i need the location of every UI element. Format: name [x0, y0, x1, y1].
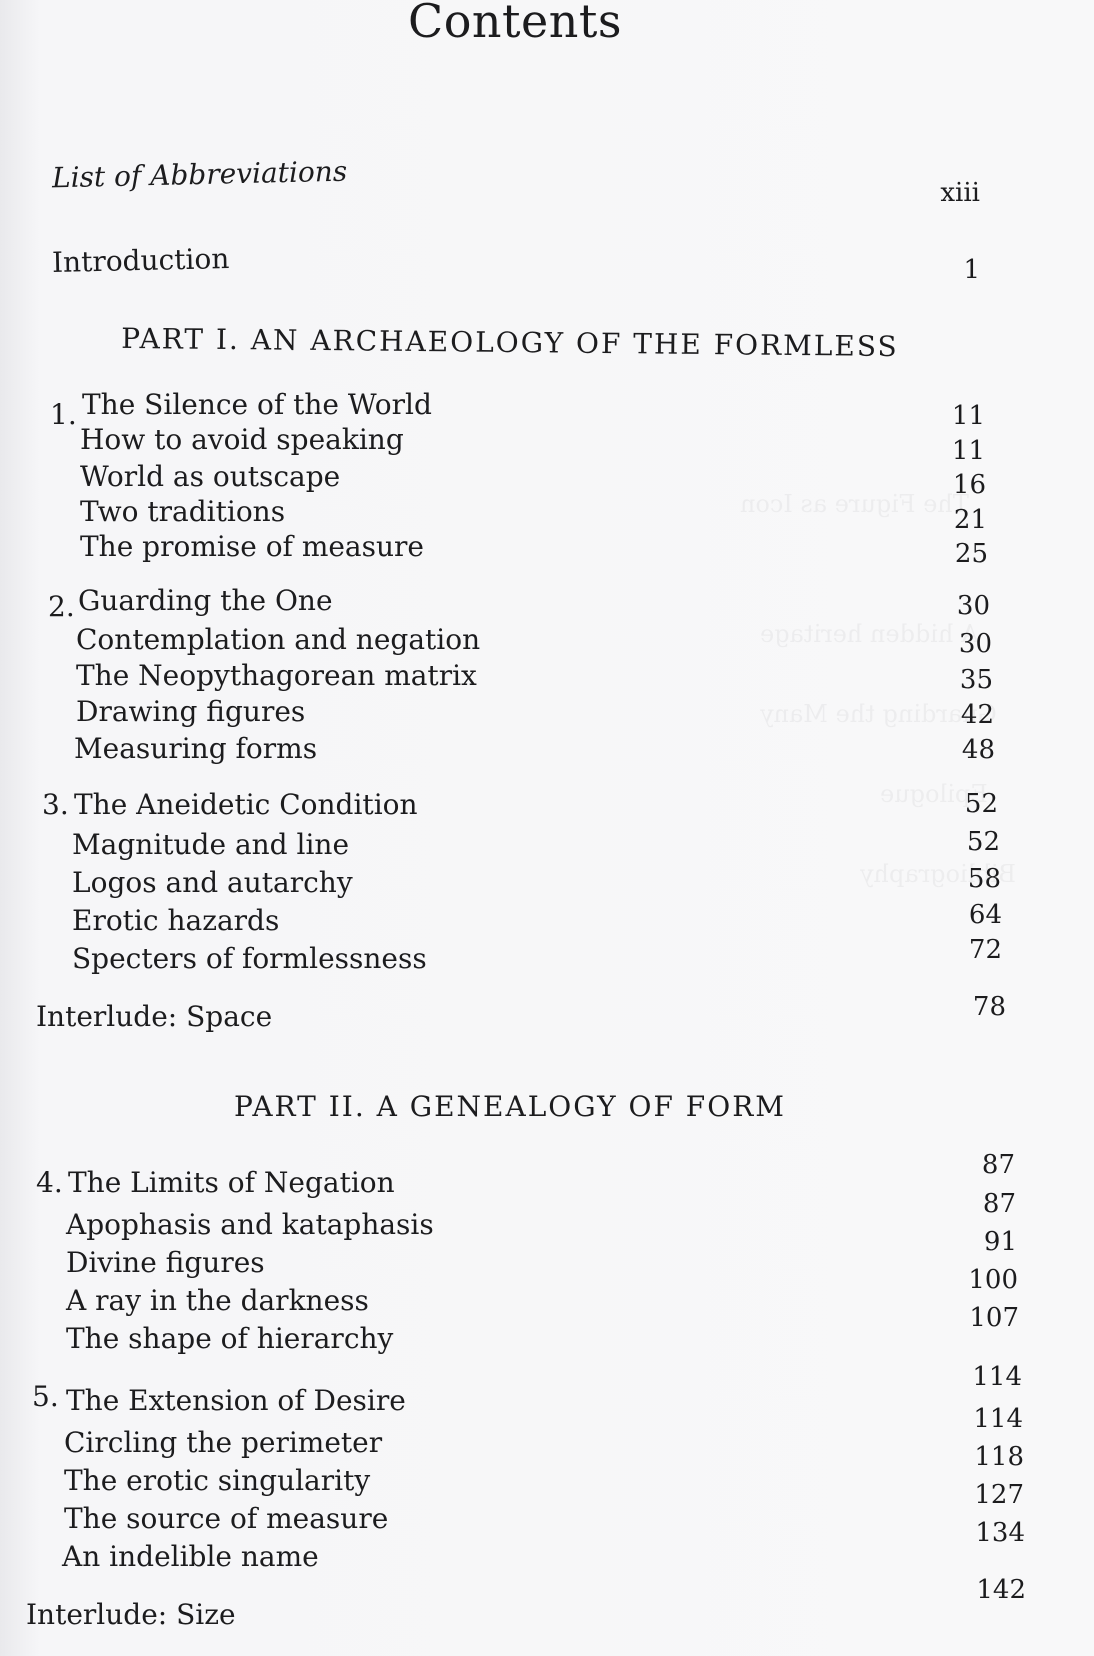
chapter-number: 2. [48, 590, 75, 623]
part-heading: PART I. AN ARCHAEOLOGY OF THE FORMLESS [121, 321, 899, 364]
chapter-page: 30 [956, 591, 990, 621]
section-title: Two traditions [80, 495, 286, 528]
section-title: Measuring forms [74, 732, 318, 765]
section-page: 118 [974, 1442, 1024, 1472]
section-page: 35 [959, 665, 993, 695]
toc-entry-introduction: Introduction [51, 241, 230, 280]
chapter-page: 52 [964, 789, 998, 819]
chapter-title: The Extension of Desire [66, 1384, 406, 1417]
section-title: The Neopythagorean matrix [76, 659, 477, 692]
section-title: The promise of measure [80, 530, 424, 563]
section-title: A ray in the darkness [66, 1284, 369, 1317]
section-title: Circling the perimeter [64, 1426, 383, 1459]
section-page: 21 [953, 505, 987, 535]
section-page: 25 [954, 539, 988, 569]
section-title: The shape of hierarchy [66, 1322, 394, 1355]
section-page: 64 [968, 900, 1002, 930]
toc-page-introduction: 1 [963, 255, 980, 285]
section-title: World as outscape [80, 460, 341, 493]
part-heading: PART II. A GENEALOGY OF FORM [234, 1090, 786, 1123]
chapter-title: The Silence of the World [82, 388, 432, 421]
chapter-title: The Aneidetic Condition [74, 788, 418, 821]
section-title: Magnitude and line [72, 828, 350, 861]
section-title: Apophasis and kataphasis [66, 1208, 434, 1241]
page-title: Contents [408, 0, 622, 48]
interlude-title: Interlude: Size [26, 1598, 236, 1631]
section-page: 91 [983, 1227, 1017, 1257]
section-page: 127 [974, 1480, 1024, 1510]
section-page: 30 [958, 629, 992, 659]
section-title: The erotic singularity [64, 1464, 371, 1497]
section-title: Contemplation and negation [76, 623, 481, 656]
section-title: An indelible name [62, 1540, 319, 1573]
chapter-title: The Limits of Negation [68, 1166, 395, 1199]
chapter-title: Guarding the One [78, 584, 333, 617]
section-page: 52 [966, 827, 1000, 857]
section-page: 72 [968, 935, 1002, 965]
section-page: 87 [982, 1189, 1016, 1219]
toc-page-abbreviations: xiii [940, 178, 980, 208]
interlude-page: 78 [972, 992, 1006, 1022]
interlude-title: Interlude: Space [36, 1000, 273, 1033]
section-page: 11 [951, 436, 985, 466]
interlude-page: 142 [976, 1575, 1026, 1605]
section-page: 107 [969, 1303, 1019, 1333]
section-title: The source of measure [64, 1502, 389, 1535]
chapter-page: 87 [981, 1150, 1015, 1180]
chapter-number: 4. [36, 1166, 63, 1199]
chapter-number: 3. [42, 788, 69, 821]
chapter-page: 11 [951, 401, 985, 431]
toc-entry-abbreviations: List of Abbreviations [51, 154, 348, 195]
section-page: 134 [975, 1518, 1025, 1548]
section-page: 16 [952, 470, 986, 500]
section-page: 48 [961, 735, 995, 765]
section-page: 58 [967, 864, 1001, 894]
chapter-number: 1. [50, 398, 77, 431]
section-title: How to avoid speaking [80, 423, 404, 456]
section-title: Divine figures [66, 1246, 265, 1279]
chapter-page: 114 [972, 1362, 1022, 1392]
section-title: Drawing figures [76, 695, 306, 728]
section-title: Erotic hazards [72, 904, 280, 937]
section-title: Logos and autarchy [72, 866, 353, 899]
chapter-number: 5. [32, 1380, 59, 1413]
section-page: 100 [968, 1265, 1018, 1295]
section-page: 42 [960, 700, 994, 730]
section-title: Specters of formlessness [72, 942, 427, 975]
section-page: 114 [973, 1404, 1023, 1434]
